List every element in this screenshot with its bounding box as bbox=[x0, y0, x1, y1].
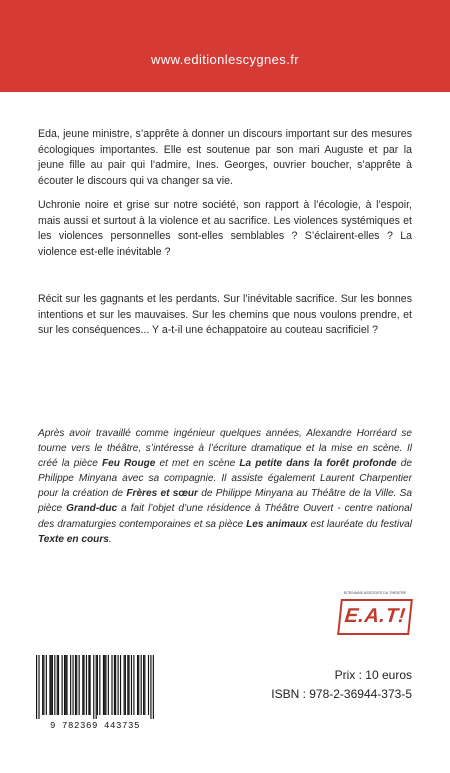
barcode-bar bbox=[54, 655, 55, 715]
synopsis-paragraph-1 bbox=[38, 127, 412, 189]
barcode-bar bbox=[148, 655, 149, 715]
bio-text: a fait l’objet d’une résidence à Théâtre Ouvert - centre national des dramaturgies contemporaines et sa pièce bbox=[38, 503, 412, 530]
synopsis-paragraph-2 bbox=[38, 198, 412, 260]
barcode-bar bbox=[65, 655, 66, 715]
bio-text: de Philippe Minyana au Théâtre de la Ville. Sa pièce bbox=[38, 488, 412, 515]
bio-text: est lauréate du festival bbox=[307, 518, 412, 530]
barcode-bar bbox=[90, 655, 91, 715]
barcode-bar bbox=[52, 655, 53, 715]
barcode-bar bbox=[120, 655, 121, 715]
barcode-bar bbox=[58, 655, 59, 715]
barcode-bar bbox=[131, 655, 132, 715]
barcode-bar bbox=[141, 655, 142, 715]
barcode-bar bbox=[127, 655, 128, 715]
barcode-bar bbox=[108, 655, 109, 715]
bio-text: Après avoir travaillé comme ingénieur quelques années, Alexandre Horréard se tourne vers le théâtre, s’intéresse à l’écriture dramatique et la mise en scène. Il créé la pièce bbox=[38, 428, 412, 470]
barcode-bar bbox=[96, 655, 97, 719]
author-biography bbox=[38, 426, 412, 547]
barcode-bar bbox=[128, 655, 129, 715]
barcode-bar bbox=[86, 655, 87, 715]
play-title: Feu Rouge bbox=[101, 458, 156, 470]
barcode-bar bbox=[43, 655, 44, 715]
play-title: La petite dans la forêt profonde bbox=[239, 458, 397, 470]
barcode-bar bbox=[72, 655, 73, 715]
barcode-bar bbox=[83, 655, 84, 715]
synopsis-text-1: Eda, jeune ministre, s’apprête à donner un discours important sur des mesures écologiques importantes. Elle est soutenue par son mari Auguste et par la jeune fille au pair qui l’admire, Ines. Georges, ouvrier boucher, s’apprête à écouter le discours qui va changer sa vie. bbox=[38, 128, 412, 187]
isbn-barcode bbox=[36, 655, 154, 735]
barcode-bar bbox=[51, 655, 52, 715]
barcode-bar bbox=[114, 655, 115, 715]
synopsis-paragraph-3 bbox=[38, 292, 412, 339]
barcode-bar bbox=[36, 655, 37, 719]
barcode-bar bbox=[137, 655, 138, 715]
barcode-bar bbox=[105, 655, 106, 715]
barcode-bar bbox=[150, 655, 151, 719]
barcode-bar bbox=[99, 655, 100, 715]
barcode-bar bbox=[115, 655, 116, 715]
barcode-bar bbox=[103, 655, 104, 715]
barcode-bar bbox=[79, 655, 80, 715]
play-title: Frères et sœur bbox=[126, 488, 198, 500]
price-label: Prix : 10 euros bbox=[334, 668, 412, 682]
barcode-bar bbox=[125, 655, 126, 715]
barcode-bar bbox=[144, 655, 145, 715]
barcode-digits: 9 782369 443735 bbox=[49, 721, 140, 731]
barcode-bar bbox=[93, 655, 94, 719]
bio-text: et met en scène bbox=[155, 458, 240, 470]
bio-text: . bbox=[108, 533, 112, 545]
publisher-logo-mark: E.A.T! bbox=[337, 599, 413, 635]
barcode-bar bbox=[88, 655, 89, 715]
play-title: Les animaux bbox=[246, 518, 308, 530]
barcode-bar bbox=[46, 655, 47, 715]
barcode-bar bbox=[118, 655, 119, 715]
header-bar bbox=[0, 0, 450, 92]
play-title: Grand-duc bbox=[66, 503, 118, 515]
barcode-bar bbox=[104, 655, 105, 715]
barcode-bar bbox=[62, 655, 63, 715]
synopsis-text-3: Récit sur les gagnants et les perdants. Sur l’inévitable sacrifice. Sur les bonnes intentions et sur les mauvaises. Sur les chemins que nous voulons prendre, et sur les conséquences... Y a-t-il une échappatoire au couteau sacrificiel ? bbox=[38, 293, 412, 337]
barcode-bar bbox=[153, 655, 154, 719]
synopsis-text-2: Uchronie noire et grise sur notre société, son rapport à l’écologie, à l’espoir, mais aussi et surtout à la violence et au sacrifice. Les violences systémiques et les violences personnelles sont-elles semblables ? S’éclairent-elles ? La violence est-elle inévitable ? bbox=[38, 199, 412, 258]
barcode-bar bbox=[97, 655, 98, 715]
barcode-bar bbox=[64, 655, 65, 715]
barcode-bars-icon bbox=[36, 655, 154, 719]
publisher-website-url[interactable]: www.editionlescygnes.fr bbox=[151, 52, 299, 67]
publisher-logo-tagline: ÉCRIVAINS ASSOCIÉS DU THÉÂTRE bbox=[343, 591, 407, 595]
bio-text: de Philippe Minyana avec sa compagnie. Il assiste également Laurent Charpentier pour la création de bbox=[38, 458, 412, 500]
barcode-bar bbox=[76, 655, 77, 715]
barcode-bar bbox=[70, 655, 71, 715]
barcode-bar bbox=[66, 655, 67, 715]
barcode-bar bbox=[42, 655, 43, 715]
publisher-logo bbox=[335, 591, 415, 637]
barcode-bar bbox=[133, 655, 134, 715]
barcode-bar bbox=[38, 655, 39, 719]
barcode-bar bbox=[49, 655, 50, 715]
barcode-bar bbox=[75, 655, 76, 715]
barcode-bar bbox=[82, 655, 83, 715]
isbn-label: ISBN : 978-2-36944-373-5 bbox=[271, 687, 412, 701]
barcode-bar bbox=[57, 655, 58, 715]
barcode-bar bbox=[138, 655, 139, 715]
barcode-bar bbox=[124, 655, 125, 715]
barcode-bar bbox=[143, 655, 144, 715]
barcode-bar bbox=[111, 655, 112, 715]
festival-name: Texte en cours bbox=[38, 533, 109, 545]
